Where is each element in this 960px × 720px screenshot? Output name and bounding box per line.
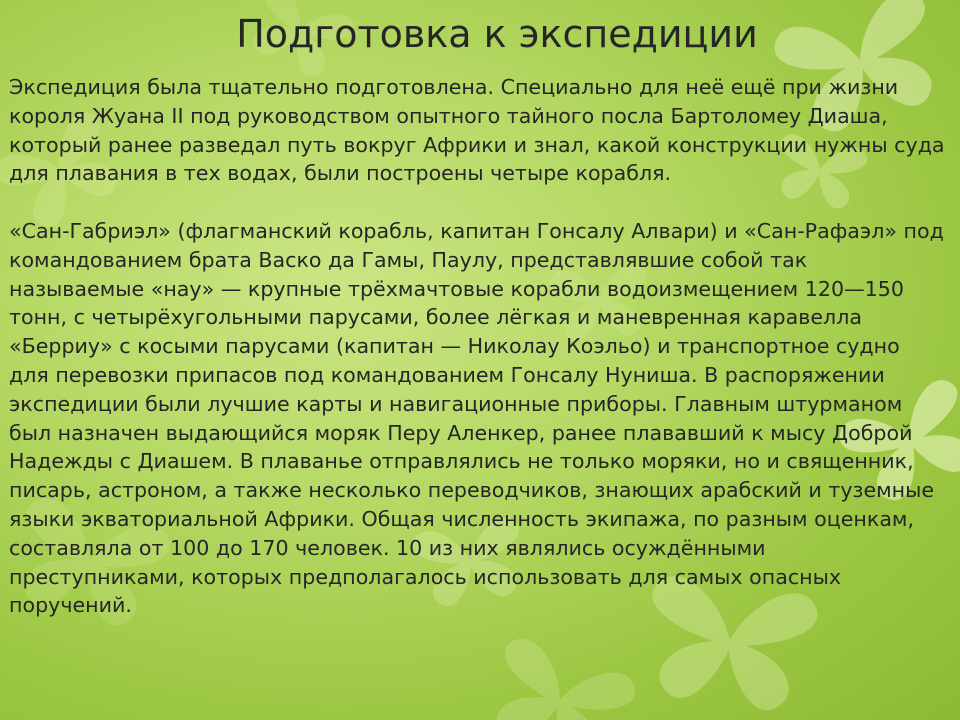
slide-title: Подготовка к экспедиции xyxy=(236,12,758,56)
butterfly-icon xyxy=(477,634,640,720)
paragraph-preparation: Экспедиция была тщательно подготовлена. Специально для неё ещё при жизни короля Жуана II под руководством опытного тайного посла Бартоломеу Диаша, который ранее разведал путь вокруг Африки и знал, какой конструкции нужны суда для плавания в тех водах, были построены четыре корабля. xyxy=(9,75,945,186)
paragraph-ships-and-crew: «Сан-Габриэл» (флагманский корабль, капитан Гонсалу Алвари) и «Сан-Рафаэл» под командованием брата Васко да Гамы, Паулу, представлявшие собой так называемые «нау» — крупные трёхмачтовые корабли водоизмещением 120—150 тонн, с четырёхугольными парусами, более лёгкая и маневренная каравелла «Берриу» с косыми парусами (капитан — Николау Коэльо) и транспортное судно для перевозки припасов под командованием Гонсалу Нуниша. В распоряжении экспедиции были лучшие карты и навигационные приборы. Главным штурманом был назначен выдающийся моряк Перу Аленкер, ранее плававший к мысу Доброй Надежды с Диашем. В плаванье отправлялись не только моряки, но и священник, писарь, астроном, а также несколько переводчиков, знающих арабский и туземные языки экваториальной Африки. Общая численность экипажа, по разным оценкам, составляла от 100 до 170 человек. 10 из них являлись осуждёнными преступниками, которых предполагалось использовать для самых опасных поручений. xyxy=(9,219,944,618)
